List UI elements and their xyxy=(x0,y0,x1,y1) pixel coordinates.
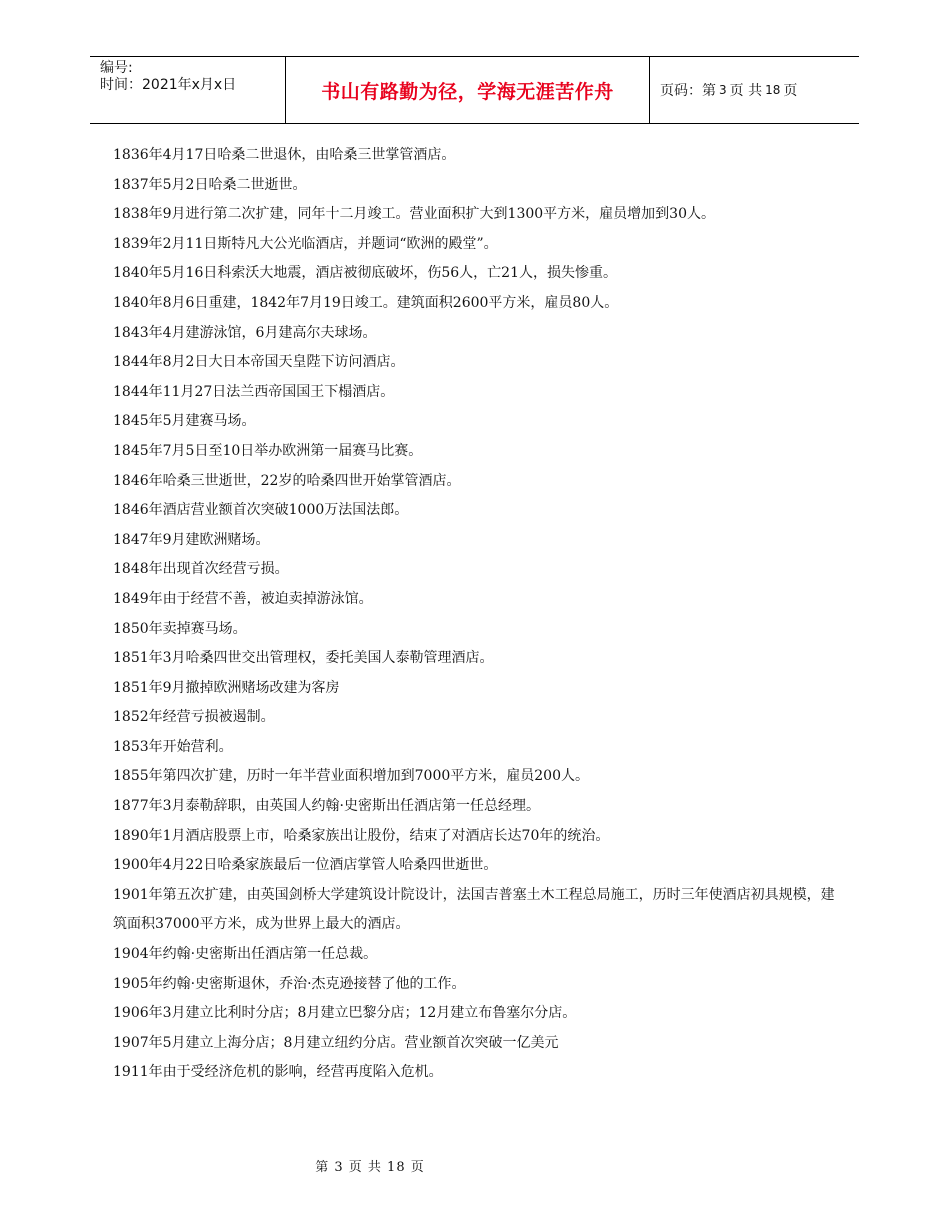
timeline-entry: 1845年5月建赛马场。 xyxy=(113,413,256,430)
timeline-entry: 1850年卖掉赛马场。 xyxy=(113,620,247,637)
header-meta xyxy=(90,57,286,123)
page-footer xyxy=(0,1156,950,1175)
timeline-entry: 1851年9月撤掉欧洲赌场改建为客房 xyxy=(113,679,340,696)
timeline-entry: 1904年约翰·史密斯出任酒店第一任总裁。 xyxy=(113,946,378,963)
timeline-content xyxy=(113,141,843,1088)
header-motto: 书山有路勤为径，学海无涯苦作舟 xyxy=(286,57,650,123)
timeline-entry: 1848年出现首次经营亏损。 xyxy=(113,561,289,578)
timeline-entry: 1847年9月建欧洲赌场。 xyxy=(113,531,270,548)
timeline-entry: 1901年第五次扩建，由英国剑桥大学建筑设计院设计，法国吉普塞土木工程总局施工，历时三年使酒店初具规模，建筑面积37000平方米，成为世界上最大的酒店。 xyxy=(113,886,835,933)
time-line: 时间：2021年x月x日 xyxy=(100,77,237,93)
timeline-entry: 1844年11月27日法兰西帝国国王下榻酒店。 xyxy=(113,383,395,400)
timeline-entry: 1837年5月2日哈桑二世逝世。 xyxy=(113,176,307,193)
timeline-entry: 1855年第四次扩建，历时一年半营业面积增加到7000平方米，雇员200人。 xyxy=(113,768,589,785)
timeline-entry: 1911年由于受经济危机的影响，经营再度陷入危机。 xyxy=(113,1064,443,1081)
timeline-entry: 1906年3月建立比利时分店；8月建立巴黎分店；12月建立布鲁塞尔分店。 xyxy=(113,1005,577,1022)
timeline-entry: 1877年3月泰勒辞职，由英国人约翰·史密斯出任酒店第一任总经理。 xyxy=(113,798,540,815)
timeline-entry: 1836年4月17日哈桑二世退休，由哈桑三世掌管酒店。 xyxy=(113,147,456,163)
page-header xyxy=(90,56,859,124)
number-label: 编号: xyxy=(100,60,133,76)
timeline-entry: 1853年开始营利。 xyxy=(113,738,233,755)
timeline-entry: 1846年酒店营业额首次突破1000万法国法郎。 xyxy=(113,502,409,519)
page-mid: 页 共 xyxy=(729,83,763,99)
timeline-entry: 1843年4月建游泳馆，6月建高尔夫球场。 xyxy=(113,324,377,341)
timeline-entry: 1905年约翰·史密斯退休，乔治·杰克逊接替了他的工作。 xyxy=(113,975,466,992)
timeline-entry: 1849年由于经营不善，被迫卖掉游泳馆。 xyxy=(113,590,373,607)
footer-page-number: 第 3 页 共 18 页 xyxy=(315,1160,425,1175)
timeline-entry: 1838年9月进行第二次扩建，同年十二月竣工。营业面积扩大到1300平方米，雇员增加到30人。 xyxy=(113,206,715,223)
page-prefix: 页码：第 xyxy=(660,83,716,99)
timeline-entry: 1851年3月哈桑四世交出管理权，委托美国人泰勒管理酒店。 xyxy=(113,650,494,667)
page-total: 18 xyxy=(765,83,781,97)
timeline-entry: 1890年1月酒店股票上市，哈桑家族出让股份，结束了对酒店长达70年的统治。 xyxy=(113,827,610,844)
timeline-entry: 1846年哈桑三世逝世，22岁的哈桑四世开始掌管酒店。 xyxy=(113,472,461,489)
timeline-entry: 1845年7月5日至10日举办欧洲第一届赛马比赛。 xyxy=(113,442,423,459)
timeline-entry: 1840年5月16日科索沃大地震，酒店被彻底破坏，伤56人，亡21人，损失惨重。 xyxy=(113,265,617,282)
page-current: 3 xyxy=(719,83,727,97)
header-page-info xyxy=(650,57,859,123)
timeline-entry: 1900年4月22日哈桑家族最后一位酒店掌管人哈桑四世逝世。 xyxy=(113,857,498,874)
timeline-entry: 1844年8月2日大日本帝国天皇陛下访问酒店。 xyxy=(113,354,405,371)
timeline-entry: 1852年经营亏损被遏制。 xyxy=(113,709,275,726)
page-suffix: 页 xyxy=(783,83,798,99)
timeline-entry: 1839年2月11日斯特凡大公光临酒店，并题词“欧洲的殿堂”。 xyxy=(113,235,498,252)
timeline-entry: 1907年5月建立上海分店；8月建立纽约分店。营业额首次突破一亿美元 xyxy=(113,1034,559,1051)
timeline-entry: 1840年8月6日重建，1842年7月19日竣工。建筑面积2600平方米，雇员80人。 xyxy=(113,294,619,311)
